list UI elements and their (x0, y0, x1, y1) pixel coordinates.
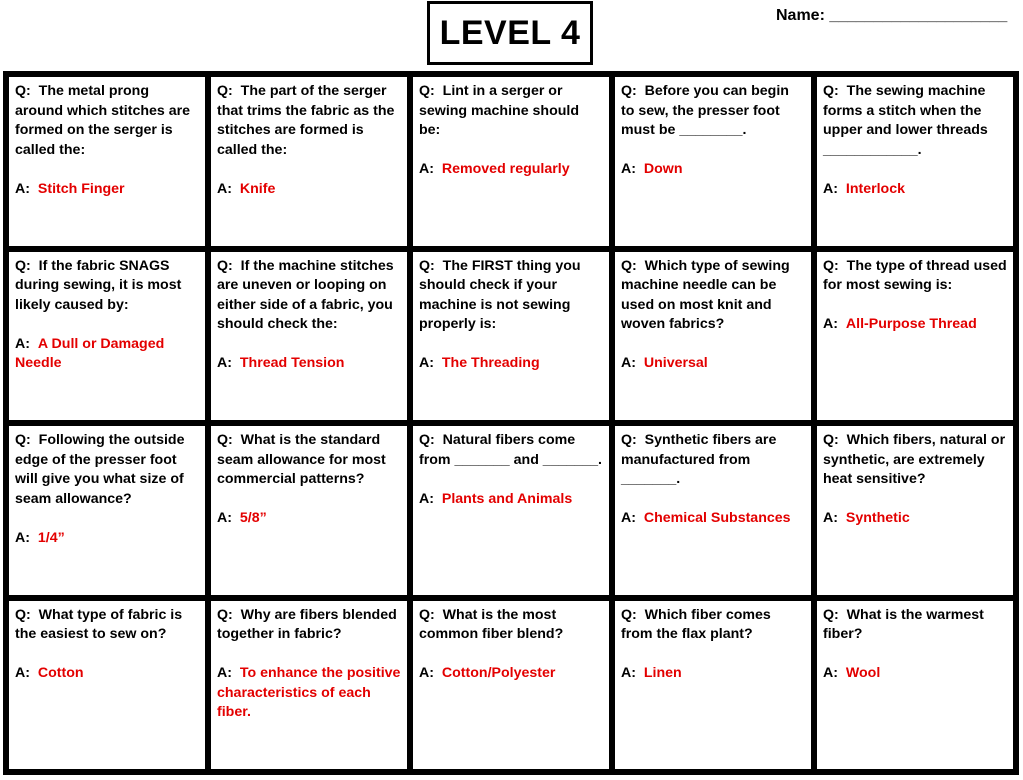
question-text (15, 257, 199, 316)
page-title-text: LEVEL 4 (439, 13, 581, 52)
question-cell (817, 426, 1013, 595)
answer-text (15, 180, 199, 200)
question-text (419, 431, 603, 470)
question-body: What is the most common fiber blend? (419, 606, 564, 642)
question-prefix: Q: (621, 606, 637, 623)
question-body: Following the outside edge of the presser foot will give you what size of seam allowance? (15, 432, 185, 507)
answer-body: A Dull or Damaged Needle (15, 335, 165, 371)
answer-prefix: A: (217, 355, 232, 371)
answer-body: 5/8” (239, 510, 267, 526)
question-body: What is the standard seam allowance for most commercial patterns? (217, 432, 386, 487)
answer-prefix: A: (217, 510, 232, 526)
answer-prefix: A: (823, 316, 838, 332)
question-prefix: Q: (621, 257, 637, 274)
answer-body: To enhance the positive characteristics of each fiber. (217, 665, 401, 720)
answer-body: Thread Tension (239, 355, 345, 371)
question-prefix: Q: (419, 83, 435, 99)
question-cell (615, 252, 811, 421)
question-prefix: Q: (217, 83, 233, 99)
answer-text (15, 664, 199, 684)
question-prefix: Q: (621, 83, 637, 99)
question-cell (413, 601, 609, 770)
answer-text (621, 354, 805, 374)
answer-body: Down (643, 161, 683, 177)
question-body: Before you can begin to sew, the presser foot must be ________. (621, 83, 789, 138)
question-cell (211, 601, 407, 770)
answer-body: 1/4” (37, 529, 65, 546)
question-cell (413, 77, 609, 246)
answer-prefix: A: (823, 180, 838, 197)
question-prefix: Q: (419, 606, 435, 623)
answer-body: Removed regularly (441, 161, 570, 177)
question-body: What is the warmest fiber? (823, 606, 984, 642)
answer-prefix: A: (823, 665, 838, 681)
question-text (15, 431, 199, 509)
answer-text (823, 180, 1007, 200)
question-text (217, 606, 401, 645)
question-cell (817, 601, 1013, 770)
answer-body: The Threading (441, 355, 540, 371)
question-text (419, 257, 603, 335)
question-prefix: Q: (15, 606, 31, 623)
answer-text (217, 180, 401, 200)
question-text (15, 82, 199, 160)
question-text (823, 257, 1007, 296)
question-body: Which fiber comes from the flax plant? (621, 606, 771, 642)
question-body: The part of the serger that trims the fabric as the stitches are formed is called the: (217, 83, 395, 158)
question-text (823, 431, 1007, 490)
name-field-label: Name: ____________________ (776, 7, 1008, 24)
question-body: What type of fabric is the easiest to sew on? (15, 606, 183, 642)
answer-body: Knife (239, 180, 276, 197)
answer-prefix: A: (15, 180, 30, 197)
question-cell (413, 252, 609, 421)
answer-prefix: A: (15, 665, 30, 681)
answer-body: Cotton (37, 665, 84, 681)
answer-body: Plants and Animals (441, 490, 573, 507)
question-text (823, 82, 1007, 160)
question-body: The FIRST thing you should check if your machine is not sewing properly is: (419, 257, 581, 332)
answer-text (419, 354, 603, 374)
answer-text (15, 335, 199, 374)
answer-body: Chemical Substances (643, 510, 791, 526)
answer-body: Cotton/Polyester (441, 665, 556, 681)
question-prefix: Q: (823, 257, 839, 274)
answer-body: All-Purpose Thread (845, 316, 977, 332)
question-cell (615, 77, 811, 246)
question-body: Synthetic fibers are manufactured from _______. (621, 432, 777, 487)
answer-text (217, 664, 401, 723)
answer-prefix: A: (15, 335, 30, 352)
answer-text (419, 160, 603, 180)
answer-prefix: A: (621, 161, 636, 177)
answer-body: Universal (643, 355, 708, 371)
answer-text (621, 160, 805, 180)
answer-prefix: A: (419, 665, 434, 681)
answer-prefix: A: (217, 665, 232, 681)
answer-text (621, 509, 805, 529)
question-prefix: Q: (217, 257, 233, 274)
question-prefix: Q: (823, 83, 839, 99)
question-prefix: Q: (217, 432, 233, 448)
question-cell (9, 77, 205, 246)
question-text (217, 431, 401, 490)
question-text (15, 606, 199, 645)
page-title (427, 1, 593, 65)
question-cell (9, 601, 205, 770)
question-cell (615, 426, 811, 595)
answer-body: Synthetic (845, 510, 910, 526)
answer-text (621, 664, 805, 684)
question-cell (211, 426, 407, 595)
question-body: If the machine stitches are uneven or looping on either side of a fabric, you should check the: (217, 257, 394, 332)
question-text (621, 606, 805, 645)
question-prefix: Q: (621, 432, 637, 448)
question-prefix: Q: (15, 83, 31, 99)
question-body: If the fabric SNAGS during sewing, it is most likely caused by: (15, 257, 182, 313)
question-prefix: Q: (217, 606, 233, 623)
question-body: Which fibers, natural or synthetic, are extremely heat sensitive? (823, 432, 1006, 487)
question-prefix: Q: (823, 432, 839, 448)
answer-text (823, 664, 1007, 684)
question-prefix: Q: (419, 257, 435, 274)
answer-prefix: A: (15, 529, 30, 546)
question-text (823, 606, 1007, 645)
answer-body: Stitch Finger (37, 180, 125, 197)
question-prefix: Q: (15, 257, 31, 274)
answer-text (419, 664, 603, 684)
question-cell (211, 252, 407, 421)
answer-prefix: A: (419, 355, 434, 371)
question-text (217, 82, 401, 160)
question-body: Natural fibers come from _______ and _______. (419, 432, 602, 468)
answer-prefix: A: (621, 510, 636, 526)
answer-body: Linen (643, 665, 682, 681)
answer-text (823, 509, 1007, 529)
question-prefix: Q: (15, 432, 31, 448)
question-cell (413, 426, 609, 595)
question-text (217, 257, 401, 335)
answer-text (217, 354, 401, 374)
answer-prefix: A: (823, 510, 838, 526)
question-body: Lint in a serger or sewing machine should be: (419, 83, 580, 138)
question-text (621, 257, 805, 335)
question-cell (9, 252, 205, 421)
answer-body: Interlock (845, 180, 906, 197)
question-cell (211, 77, 407, 246)
answer-prefix: A: (419, 490, 434, 507)
question-cell (615, 601, 811, 770)
question-cell (9, 426, 205, 595)
answer-prefix: A: (217, 180, 232, 197)
question-body: The type of thread used for most sewing is: (823, 257, 1007, 293)
question-text (621, 82, 805, 141)
question-prefix: Q: (419, 432, 435, 448)
question-prefix: Q: (823, 606, 839, 623)
answer-prefix: A: (621, 665, 636, 681)
answer-text (823, 315, 1007, 335)
question-cell (817, 252, 1013, 421)
question-body: The metal prong around which stitches are formed on the serger is called the: (15, 83, 191, 158)
answer-text (419, 490, 603, 510)
answer-text (15, 529, 199, 549)
question-text (419, 82, 603, 141)
answer-prefix: A: (419, 161, 434, 177)
answer-text (217, 509, 401, 529)
question-grid (3, 71, 1019, 775)
question-body: The sewing machine forms a stitch when the upper and lower threads ____________. (823, 83, 988, 158)
question-cell (817, 77, 1013, 246)
answer-body: Wool (845, 665, 881, 681)
question-body: Why are fibers blended together in fabric? (217, 606, 397, 642)
answer-prefix: A: (621, 355, 636, 371)
question-text (419, 606, 603, 645)
question-body: Which type of sewing machine needle can be used on most knit and woven fabrics? (621, 257, 790, 332)
question-text (621, 431, 805, 490)
